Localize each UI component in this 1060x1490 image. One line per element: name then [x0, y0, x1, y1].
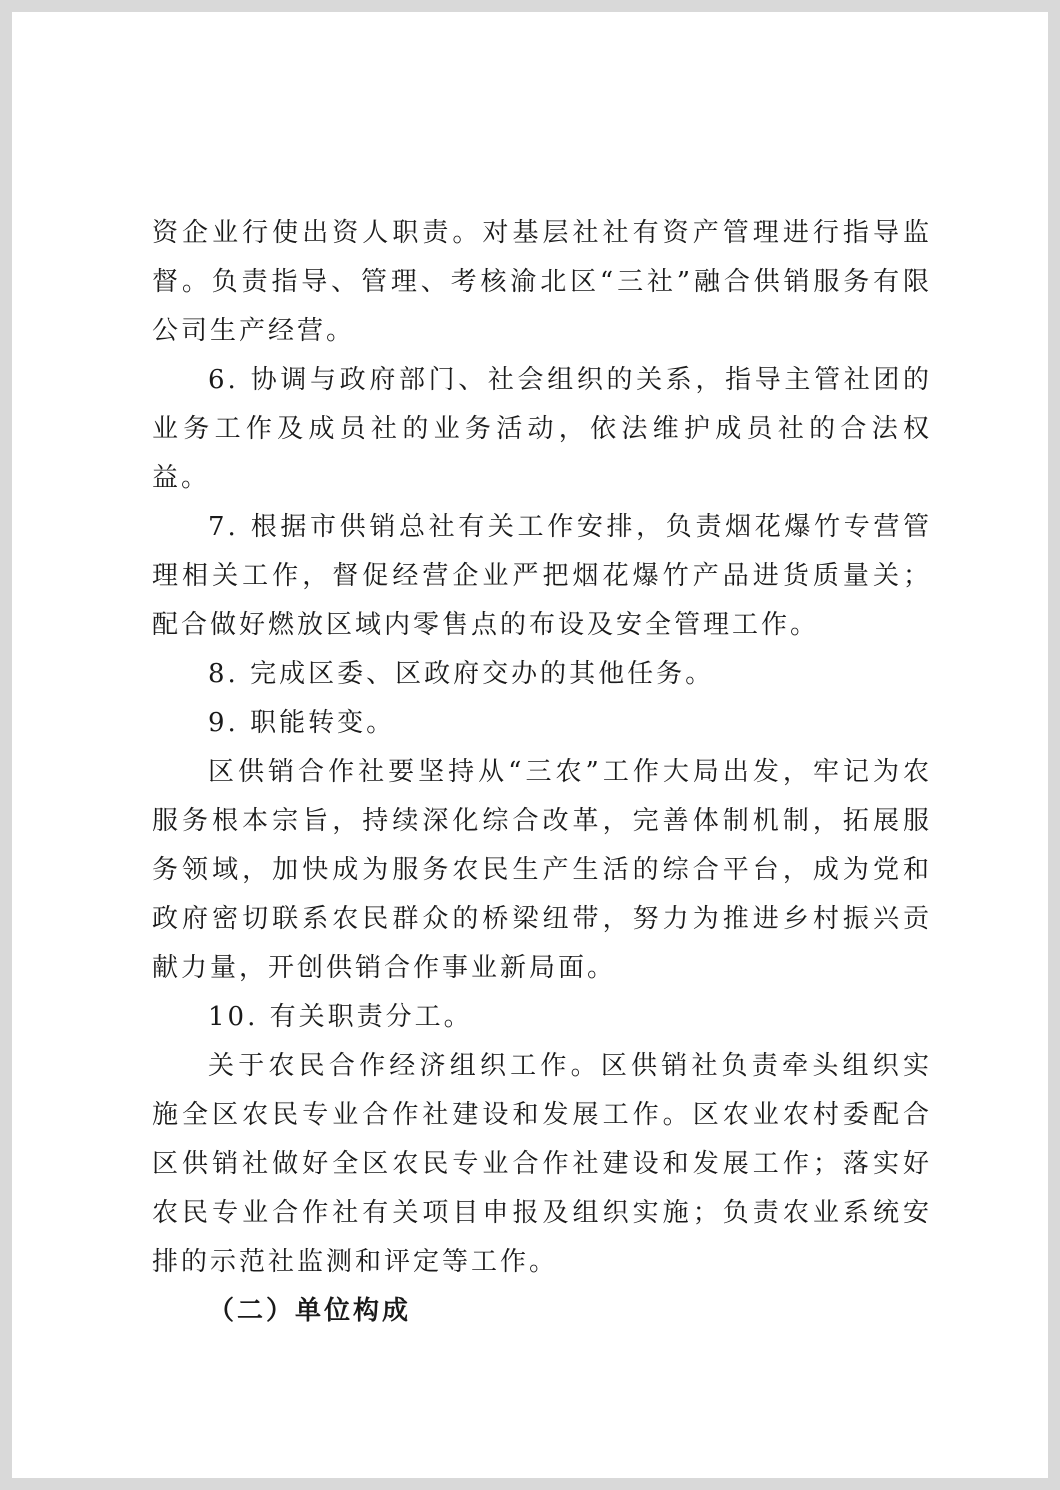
- paragraph-item-7: 7. 根据市供销总社有关工作安排，负责烟花爆竹专营管理相关工作，督促经营企业严把烟花爆竹产品进货质量关；配合做好燃放区域内零售点的布设及安全管理工作。: [152, 512, 932, 640]
- document-page: [12, 12, 1048, 1478]
- paragraph-item-9: 9. 职能转变。: [208, 708, 396, 738]
- document-body: [152, 209, 932, 1336]
- paragraph-continued: 资企业行使出资人职责。对基层社社有资产管理进行指导监督。负责指导、管理、考核渝北区“三社”融合供销服务有限公司生产经营。: [152, 218, 932, 346]
- paragraph-item-10: 10. 有关职责分工。: [208, 1002, 473, 1032]
- paragraph-item-8: 8. 完成区委、区政府交办的其他任务。: [208, 659, 715, 689]
- paragraph-responsibility-division: 关于农民合作经济组织工作。区供销社负责牵头组织实施全区农民专业合作社建设和发展工作。区农业农村委配合区供销社做好全区农民专业合作社建设和发展工作；落实好农民专业合作社有关项目申报及组织实施；负责农业系统安排的示范社监测和评定等工作。: [152, 1051, 932, 1277]
- section-heading: （二）单位构成: [208, 1296, 412, 1326]
- paragraph-function-transformation: 区供销合作社要坚持从“三农”工作大局出发，牢记为农服务根本宗旨，持续深化综合改革，完善体制机制，拓展服务领域，加快成为服务农民生产生活的综合平台，成为党和政府密切联系农民群众的桥梁纽带，努力为推进乡村振兴贡献力量，开创供销合作事业新局面。: [152, 757, 932, 983]
- paragraph-item-6: 6. 协调与政府部门、社会组织的关系，指导主管社团的业务工作及成员社的业务活动，依法维护成员社的合法权益。: [152, 365, 932, 493]
